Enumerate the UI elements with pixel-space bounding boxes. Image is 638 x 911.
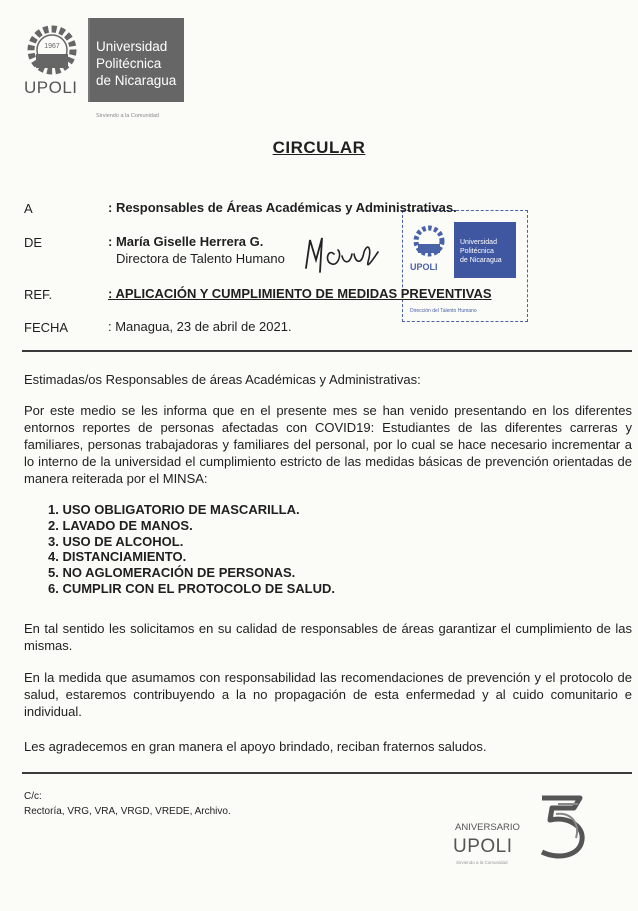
logo-short-name: UPOLI xyxy=(24,78,78,97)
measure-item: 3. USO DE ALCOHOL. xyxy=(48,533,184,549)
logo-year: 1967 xyxy=(44,43,60,50)
footer-divider xyxy=(22,772,632,774)
stamp-line: de Nicaragua xyxy=(460,257,502,264)
stamp-caption: Dirección del Talento Humano xyxy=(410,308,477,314)
cc-list: Rectoría, VRG, VRA, VRGD, VREDE, Archivo. xyxy=(24,806,231,817)
field-value-sender-name: : María Giselle Herrera G. xyxy=(108,234,264,249)
stamp-line: Politécnica xyxy=(460,248,494,255)
stamp-line: Universidad xyxy=(460,239,497,246)
greeting: Estimadas/os Responsables de áreas Académicas y Administrativas: xyxy=(24,372,421,387)
field-label-a: A xyxy=(24,201,33,216)
logo-line: Politécnica xyxy=(96,56,162,71)
measure-item: 6. CUMPLIR CON EL PROTOCOLO DE SALUD. xyxy=(48,580,335,596)
field-label-de: DE xyxy=(24,235,43,250)
measure-item: 2. LAVADO DE MANOS. xyxy=(48,517,193,533)
field-value-sender-role: Directora de Talento Humano xyxy=(116,251,285,266)
logo-line: de Nicaragua xyxy=(96,73,177,88)
logo-university-name xyxy=(90,18,184,102)
paragraph-thanks: Les agradecemos en gran manera el apoyo brindado, reciban fraternos saludos. xyxy=(24,739,487,754)
anniversary-tagline: Sirviendo a la Comunidad xyxy=(456,860,508,865)
anniversary-label: ANIVERSARIO xyxy=(455,822,520,833)
logo-tagline: Sirviendo a la Comunidad xyxy=(96,113,159,119)
field-label-fecha: FECHA xyxy=(24,320,69,335)
measure-item: 5. NO AGLOMERACIÓN DE PERSONAS. xyxy=(48,565,296,581)
paragraph-request: En tal sentido les solicitamos en su calidad de responsables de áreas garantizar el cumplimiento de las mismas. xyxy=(24,621,632,653)
stamp-university-name xyxy=(454,222,516,278)
stamp-upoli: UPOLI xyxy=(410,262,438,272)
paragraph-commitment: En la medida que asumamos con responsabilidad las recomendaciones de prevención y el protocolo de salud, estaremos contribuyendo a la no propagación de esta enfermedad y al cuido comunitario e individual. xyxy=(24,670,632,719)
paragraph-intro: Por este medio se les informa que en el presente mes se han venido presentando en los diferentes entornos reportes de personas afectadas con COVID19: Estudiantes de las diferentes carreras y familiares, personas trabajadoras y familiares del personal, por lo cual se hace necesario incrementar a lo interno de la universidad el cumplimiento estricto de las medidas básicas de prevención orientadas de manera reiterada por el MINSA: xyxy=(24,403,632,486)
measure-item: 1. USO OBLIGATORIO DE MASCARILLA. xyxy=(48,502,300,517)
measure-item: 4. DISTANCIAMIENTO. xyxy=(48,549,187,565)
header-divider xyxy=(22,350,632,352)
field-value-recipients: : Responsables de Áreas Académicas y Administrativas. xyxy=(108,200,457,215)
anniversary-upoli: UPOLI xyxy=(453,836,513,857)
cc-label: C/c: xyxy=(24,791,42,802)
signature-mark xyxy=(298,228,394,278)
logo-line: Universidad xyxy=(96,39,168,54)
stamp-gear-icon xyxy=(412,224,446,258)
anniversary-55-icon xyxy=(528,794,588,860)
field-value-reference: : APLICACIÓN Y CUMPLIMIENTO DE MEDIDAS PREVENTIVAS xyxy=(108,286,492,301)
document-title: CIRCULAR xyxy=(272,138,366,157)
field-value-date: : Managua, 23 de abril de 2021. xyxy=(108,319,292,334)
gear-logo-icon xyxy=(26,24,78,76)
measures-list xyxy=(48,502,335,597)
field-label-ref: REF. xyxy=(24,287,53,302)
